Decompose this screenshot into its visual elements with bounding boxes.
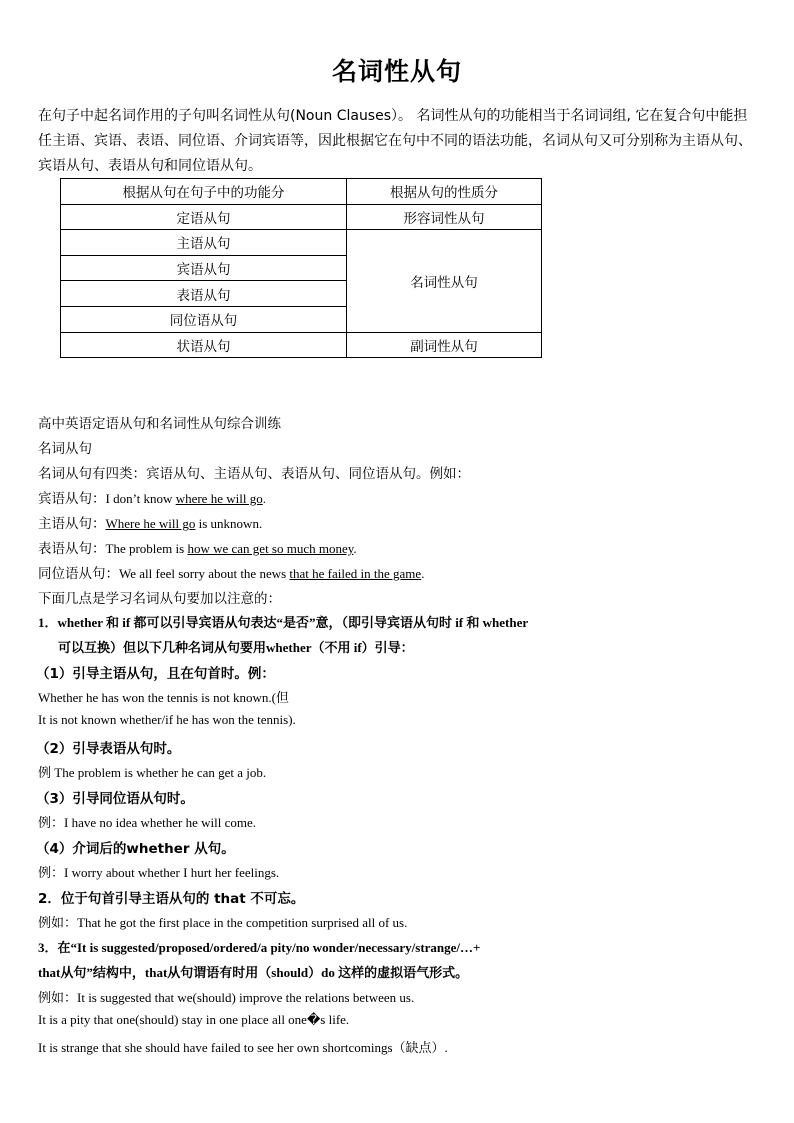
point1-line2: 可以互换）但以下几种名词从句要用whether（不用 if）引导： <box>58 640 414 655</box>
example-text: . <box>353 541 357 556</box>
example-underlined: Where he will go <box>105 516 196 531</box>
point1-sub1-title: （1）引导主语从句，且在句首时。例： <box>36 666 275 682</box>
example-label: 表语从句： <box>38 541 106 557</box>
point1-sub2-example: 例 The problem is whether he can get a job. <box>38 765 267 780</box>
point1-sub1-example1: Whether he has won the tennis is not known.(但 <box>38 690 289 705</box>
example-text: I don’t know <box>105 491 176 506</box>
table-row <box>61 230 542 256</box>
table-cell-adverbial-nature: 副词性从句 <box>347 332 542 358</box>
point3-example1: 例如：It is suggested that we(should) improve the relations between us. <box>38 990 415 1005</box>
example-text: . <box>262 491 266 506</box>
point2-example: 例如：That he got the first place in the competition surprised all of us. <box>38 915 408 930</box>
table-cell-adverbial: 状语从句 <box>61 332 347 358</box>
point1-sub4-title: （4）介词后的whether 从句。 <box>36 841 235 857</box>
example-appositive-clause <box>38 562 424 582</box>
example-text: The problem is <box>105 541 188 556</box>
point3-line2: that从句”结构中，that从句谓语有时用（should）do 这样的虚拟语气形式。 <box>38 965 469 980</box>
example-predicative-clause <box>38 537 357 557</box>
table-cell-subject: 主语从句 <box>61 230 347 256</box>
page-title: 名词性从句 <box>331 57 462 86</box>
section-title: 高中英语定语从句和名词性从句综合训练 <box>38 416 281 432</box>
table-cell-nominal: 名词性从句 <box>347 230 542 332</box>
point1-sub3-title: （3）引导同位语从句时。 <box>36 791 194 807</box>
example-text: is unknown. <box>195 516 263 531</box>
table-cell-adjectival: 形容词性从句 <box>347 204 542 230</box>
example-text: . <box>421 566 425 581</box>
notes-intro: 下面几点是学习名词从句要加以注意的： <box>38 591 281 607</box>
four-types-line: 名词从句有四类：宾语从句、主语从句、表语从句、同位语从句。例如： <box>38 466 470 482</box>
example-label: 宾语从句： <box>38 491 106 507</box>
table-header-function: 根据从句在句子中的功能分 <box>61 179 347 205</box>
table-row <box>61 179 542 205</box>
table-cell-attributive: 定语从句 <box>61 204 347 230</box>
example-subject-clause <box>38 512 262 532</box>
table-cell-appositive: 同位语从句 <box>61 306 347 332</box>
table-cell-object: 宾语从句 <box>61 255 347 281</box>
point3-example3: It is strange that she should have failed to see her own shortcomings（缺点）. <box>38 1040 448 1055</box>
point1-sub2-title: （2）引导表语从句时。 <box>36 741 181 757</box>
example-label: 同位语从句： <box>38 566 119 582</box>
table-row <box>61 204 542 230</box>
clause-classification-table <box>60 178 542 358</box>
example-label: 主语从句： <box>38 516 106 532</box>
table-cell-predicative: 表语从句 <box>61 281 347 307</box>
table-header-nature: 根据从句的性质分 <box>347 179 542 205</box>
point3-line1: 3．在“It is suggested/proposed/ordered/a pity/no wonder/necessary/strange/…+ <box>38 940 481 955</box>
example-object-clause <box>38 487 266 507</box>
example-underlined: that he failed in the game <box>289 566 422 581</box>
sub-title: 名词从句 <box>38 441 92 457</box>
point3-example2: It is a pity that one(should) stay in one place all one�s life. <box>38 1012 350 1027</box>
example-underlined: where he will go <box>175 491 263 506</box>
point1-line1: 1．whether 和 if 都可以引导宾语从句表达“是否”意，（即引导宾语从句时 if 和 whether <box>38 615 529 630</box>
point1-sub3-example: 例：I have no idea whether he will come. <box>38 815 257 830</box>
point2-title: 2．位于句首引导主语从句的 that 不可忘。 <box>38 891 305 907</box>
example-text: We all feel sorry about the news <box>119 566 290 581</box>
point1-sub4-example: 例：I worry about whether I hurt her feelings. <box>38 865 280 880</box>
example-underlined: how we can get so much money <box>187 541 354 556</box>
table-row <box>61 332 542 358</box>
point1-sub1-example2: It is not known whether/if he has won the tennis). <box>38 712 296 727</box>
intro-paragraph: 在句子中起名词作用的子句叫名词性从句(Noun Clauses）。 名词性从句的功能相当于名词词组, 它在复合句中能担任主语、宾语、表语、同位语、介词宾语等，因此根据它在句中不同的语法功能，名词从句又可分别称为主语从句、宾语从句、表语从句和同位语从句。 <box>38 108 752 174</box>
